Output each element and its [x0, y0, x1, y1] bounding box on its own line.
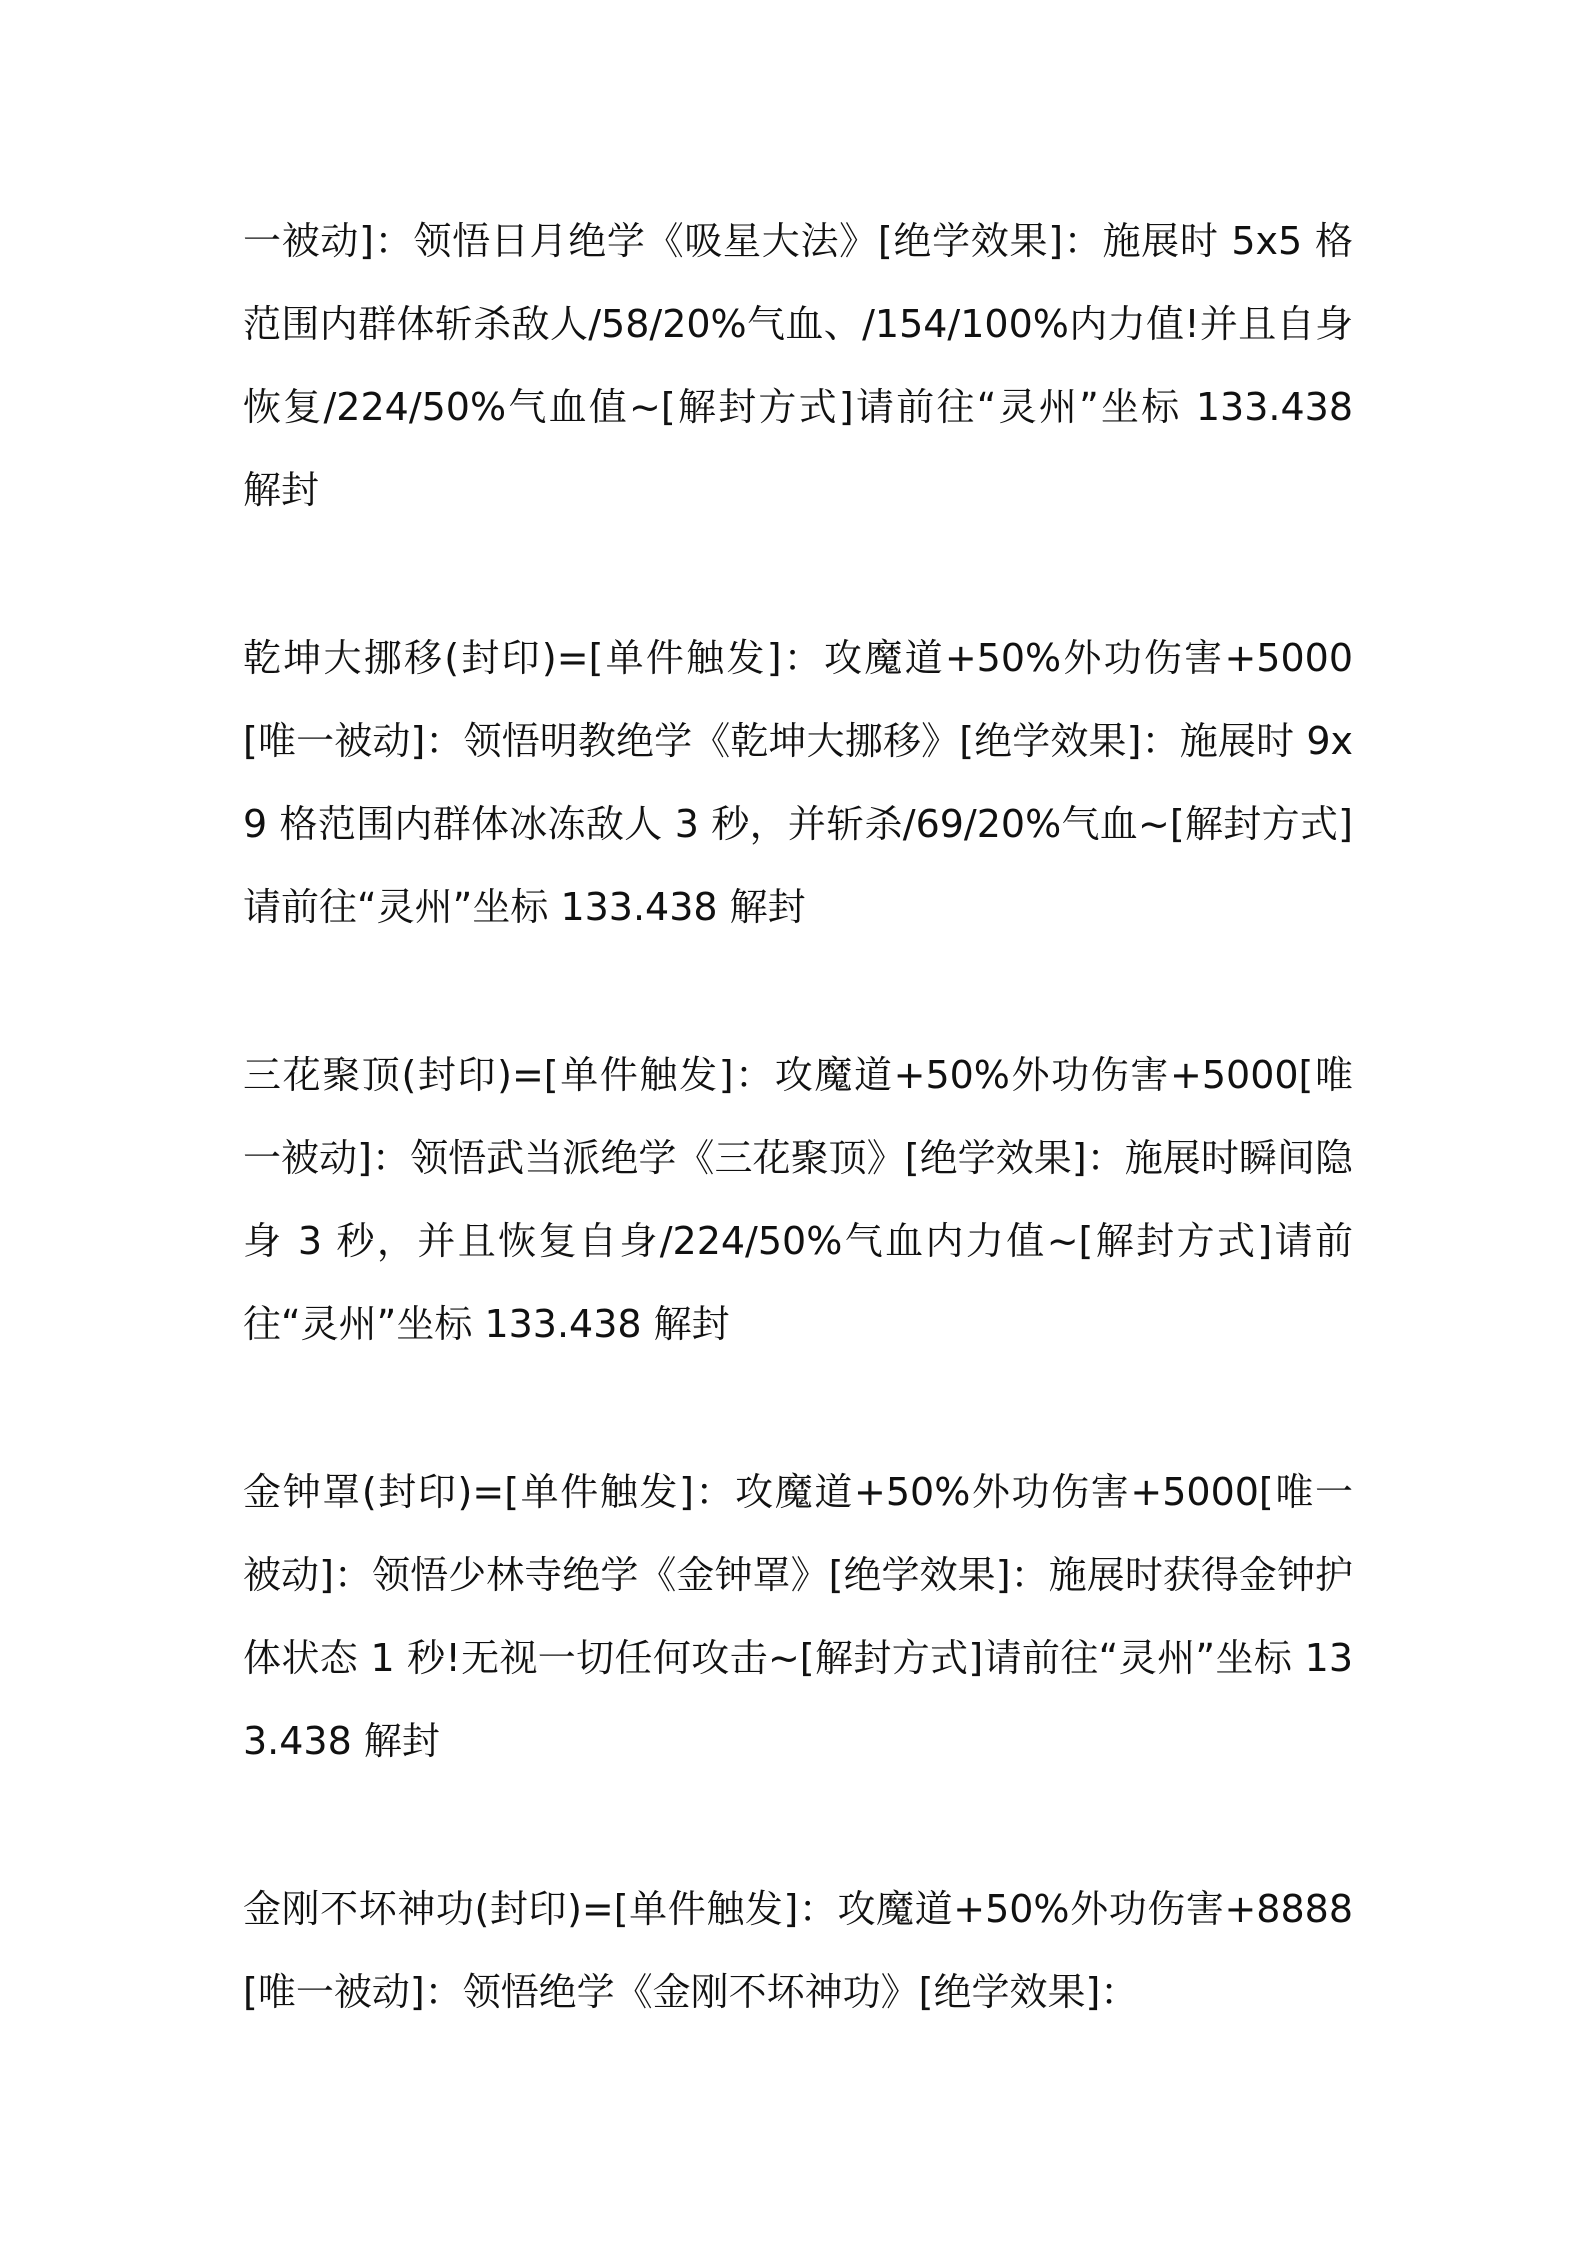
- paragraph-jinzhong-zhao: 金钟罩(封印)=[单件触发]：攻魔道+50%外功伤害+5000[唯一被动]：领悟少林寺绝学《金钟罩》[绝学效果]：施展时获得金钟护体状态 1 秒!无视一切任何攻击~[解封方式]请前往“灵州”坐标 133.438 解封: [243, 1470, 1353, 1763]
- paragraph-xixing-dafa: 一被动]：领悟日月绝学《吸星大法》[绝学效果]：施展时 5x5 格范围内群体斩杀敌人/58/20%气血、/154/100%内力值!并且自身恢复/224/50%气血值~[解封方式]请前往“灵州”坐标 133.438 解封: [243, 219, 1353, 512]
- paragraph-jingang-buhuai: 金刚不坏神功(封印)=[单件触发]：攻魔道+50%外功伤害+8888[唯一被动]：领悟绝学《金刚不坏神功》[绝学效果]：: [243, 1887, 1353, 2014]
- document-body: [243, 200, 1353, 2034]
- paragraph-sanhua-juding: 三花聚顶(封印)=[单件触发]：攻魔道+50%外功伤害+5000[唯一被动]：领悟武当派绝学《三花聚顶》[绝学效果]：施展时瞬间隐身 3 秒，并且恢复自身/224/50%气血内力值~[解封方式]请前往“灵州”坐标 133.438 解封: [243, 1053, 1353, 1346]
- paragraph-qiankun-danuoyi: 乾坤大挪移(封印)=[单件触发]：攻魔道+50%外功伤害+5000[唯一被动]：领悟明教绝学《乾坤大挪移》[绝学效果]：施展时 9x9 格范围内群体冰冻敌人 3 秒，并斩杀/69/20%气血~[解封方式]请前往“灵州”坐标 133.438 解封: [243, 636, 1353, 929]
